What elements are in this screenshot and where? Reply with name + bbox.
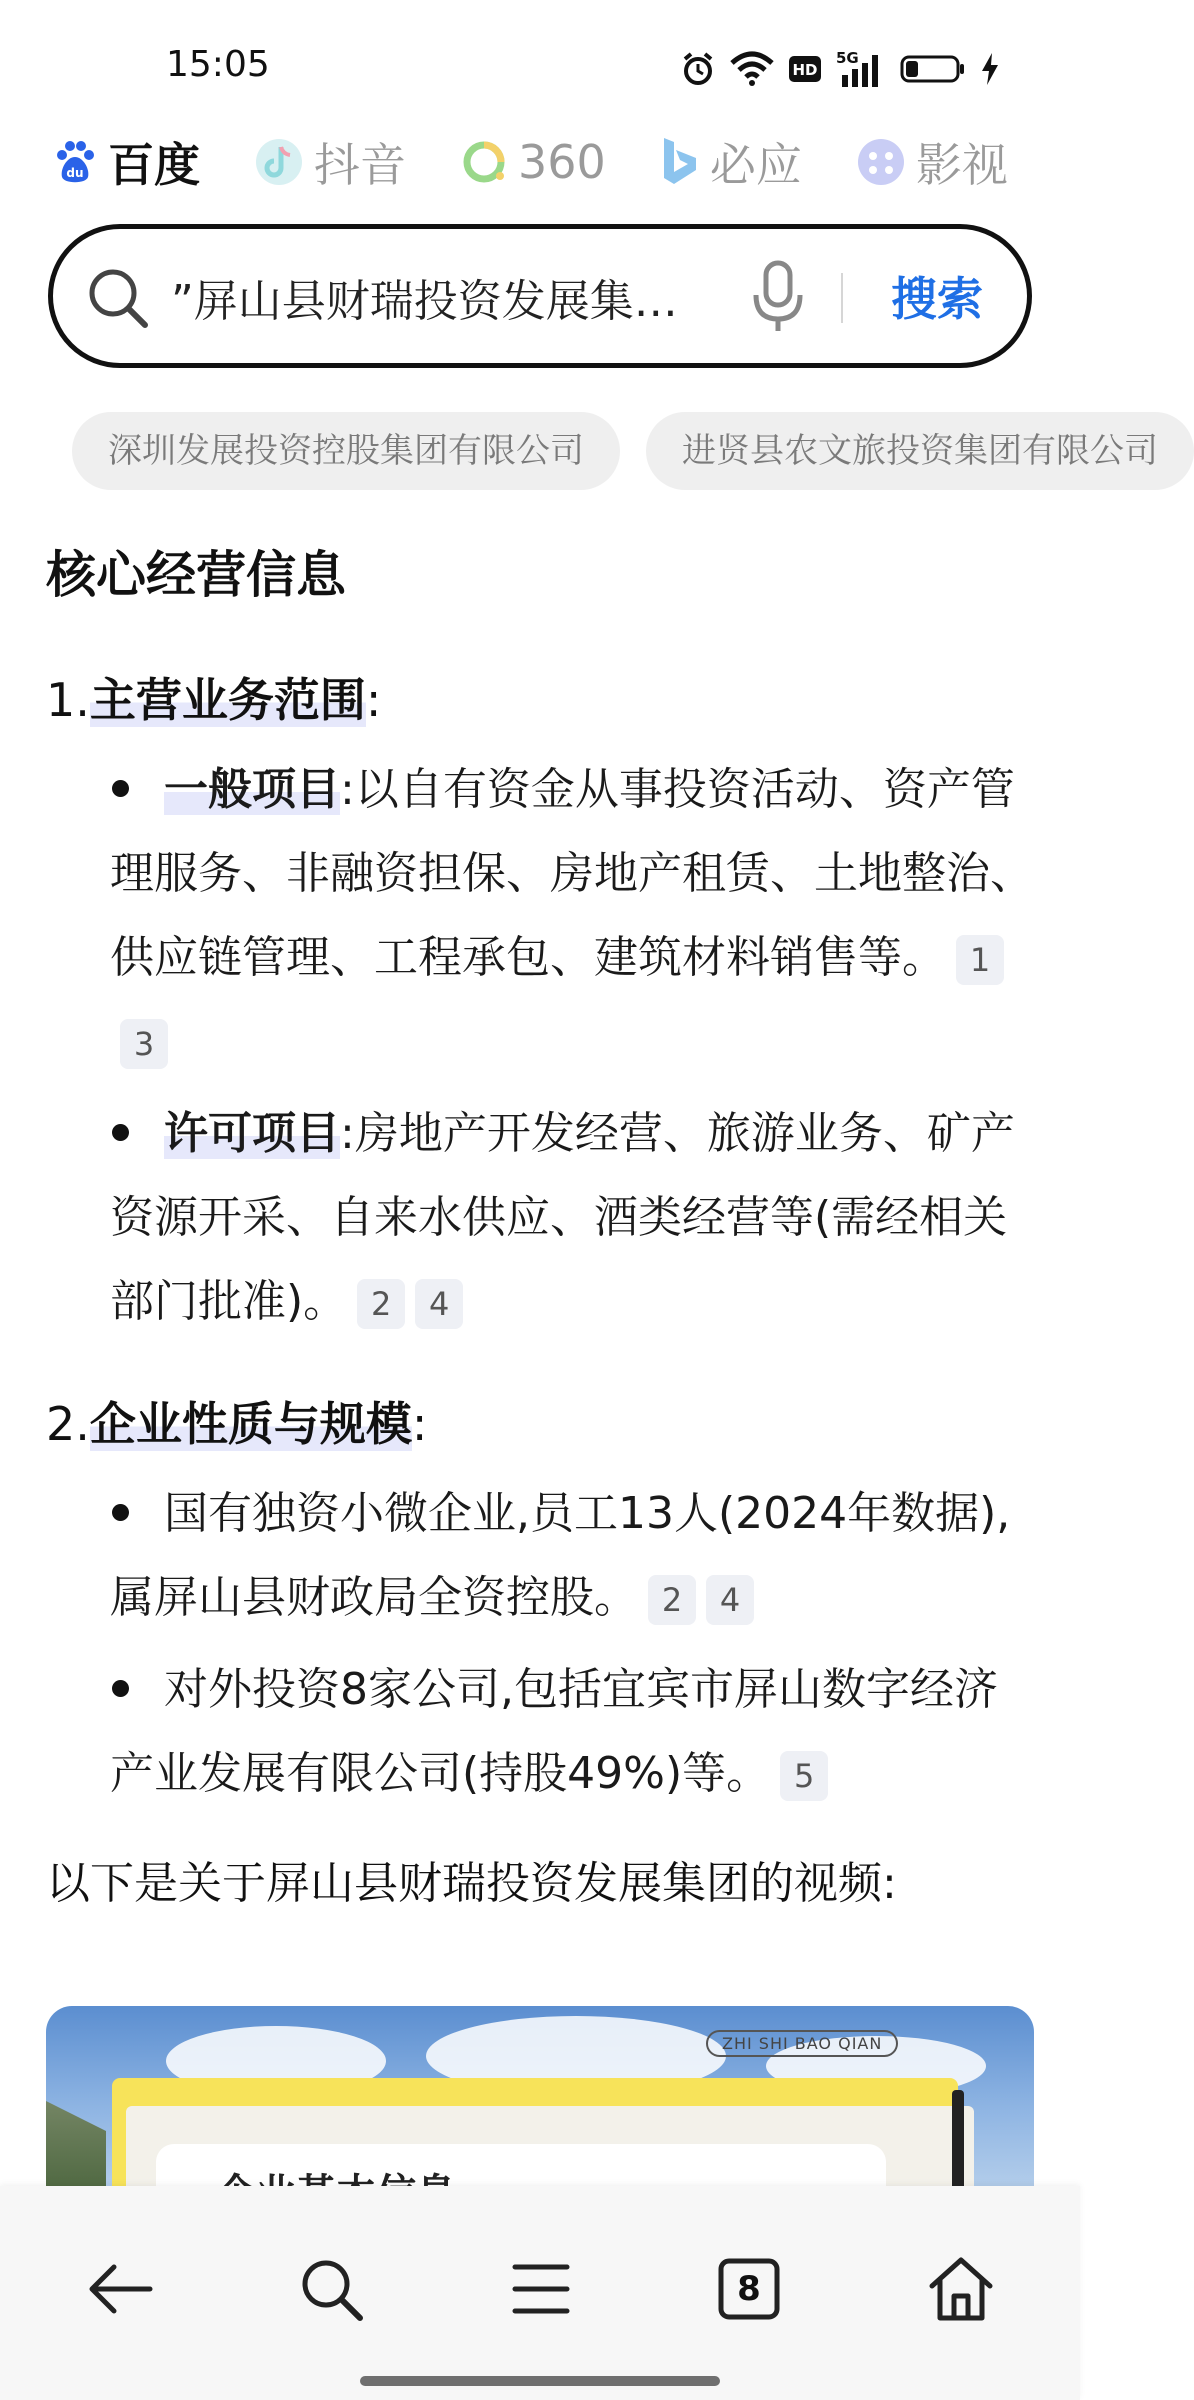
section-title-text: 主营业务范围 — [89, 673, 366, 727]
bullet-text: 国有独资小微企业,员工13人(2024年数据),属屏山县财政局全资控股。 — [110, 1488, 1011, 1623]
search-input[interactable]: ”屏山县财瑞投资发展集… — [171, 276, 678, 327]
menu-icon — [511, 2261, 571, 2317]
section-title: 2.企业性质与规模: — [46, 1397, 428, 1451]
list-item — [46, 1092, 1036, 1344]
svg-text:du: du — [66, 166, 84, 180]
search-icon[interactable] — [83, 263, 153, 337]
douyin-icon — [254, 137, 304, 187]
list-item — [46, 1472, 1036, 1640]
battery-icon — [900, 53, 966, 85]
section-title-text: 企业性质与规模 — [89, 1397, 412, 1451]
thumbnail-tag: ZHI SHI BAO QIAN — [706, 2030, 898, 2057]
list-item — [46, 748, 1036, 1084]
bing-icon — [660, 136, 700, 188]
svg-text:HD: HD — [792, 61, 818, 79]
engine-tab-baidu[interactable] — [52, 129, 200, 195]
engine-tab-douyin[interactable] — [254, 129, 406, 195]
search-icon — [296, 2254, 366, 2324]
360-icon — [460, 138, 508, 186]
home-indicator[interactable] — [360, 2376, 720, 2386]
home-icon — [926, 2254, 996, 2324]
baidu-paw-icon — [52, 139, 98, 185]
bullet-text: 对外投资8家公司,包括宜宾市屏山数字经济产业发展有限公司(持股49%)等。 — [110, 1664, 998, 1799]
citation-ref[interactable]: 3 — [120, 1019, 168, 1069]
suggestion-chip[interactable]: 深圳发展投资控股集团有限公司 — [72, 412, 620, 490]
alarm-icon — [680, 51, 716, 87]
tabs-button[interactable] — [694, 2234, 804, 2344]
section-number: 1. — [46, 673, 90, 727]
menu-button[interactable] — [486, 2234, 596, 2344]
engine-tab-label: 360 — [518, 135, 606, 189]
suggestion-chips — [72, 412, 1158, 490]
bullet-text: :房地产开发经营、旅游业务、矿产资源开采、自来水供应、酒类经营等(需经相关部门批准)。 — [110, 1108, 1015, 1327]
citation-ref[interactable]: 2 — [357, 1279, 405, 1329]
svg-text:5G: 5G — [836, 49, 859, 67]
charging-icon — [980, 51, 1000, 87]
citation-ref[interactable]: 4 — [706, 1575, 754, 1625]
search-engine-tabs — [52, 122, 1080, 202]
hd-icon — [788, 54, 822, 84]
search-box — [48, 224, 1032, 368]
microphone-icon[interactable] — [748, 257, 808, 341]
search-divider — [841, 273, 843, 323]
suggestion-chip[interactable]: 进贤县农文旅投资集团有限公司 — [646, 412, 1194, 490]
engine-tab-bing[interactable] — [660, 129, 802, 195]
engine-tab-label: 必应 — [709, 138, 802, 192]
section-title: 1.主营业务范围: — [46, 673, 382, 727]
bullet-text: :以自有资金从事投资活动、资产管理服务、非融资担保、房地产租赁、土地整治、供应链管理、工程承包、建筑材料销售等。 — [110, 764, 1034, 983]
search-nav-button[interactable] — [276, 2234, 386, 2344]
engine-tab-label: 抖音 — [314, 138, 406, 192]
wifi-icon — [730, 51, 774, 87]
citation-ref[interactable]: 1 — [956, 935, 1004, 985]
status-time: 15:05 — [166, 44, 270, 85]
tab-count: 8 — [737, 2269, 761, 2309]
citation-ref[interactable]: 4 — [415, 1279, 463, 1329]
status-icons — [680, 44, 1000, 94]
back-button[interactable] — [66, 2234, 176, 2344]
status-bar — [0, 0, 1080, 130]
section-number: 2. — [46, 1397, 90, 1451]
bullet-label: 许可项目 — [164, 1108, 340, 1159]
cellular-5g-icon — [836, 49, 886, 89]
video-icon — [856, 137, 906, 187]
bullet-label: 一般项目 — [164, 764, 340, 815]
video-intro-text: 以下是关于屏山县财瑞投资发展集团的视频: — [46, 1858, 897, 1909]
citation-ref[interactable]: 2 — [648, 1575, 696, 1625]
engine-tab-video[interactable] — [856, 129, 1008, 195]
engine-tab-label: 影视 — [915, 138, 1008, 192]
engine-tab-label: 百度 — [108, 138, 200, 192]
list-item — [46, 1648, 1036, 1816]
bottom-navigation — [0, 2186, 1080, 2400]
citation-ref[interactable]: 5 — [780, 1751, 828, 1801]
section-heading: 核心经营信息 — [46, 546, 346, 604]
home-button[interactable] — [906, 2234, 1016, 2344]
back-arrow-icon — [86, 2259, 156, 2319]
answer-content — [46, 520, 1036, 1926]
search-button[interactable]: 搜索 — [891, 272, 983, 326]
engine-tab-360[interactable] — [460, 135, 606, 189]
